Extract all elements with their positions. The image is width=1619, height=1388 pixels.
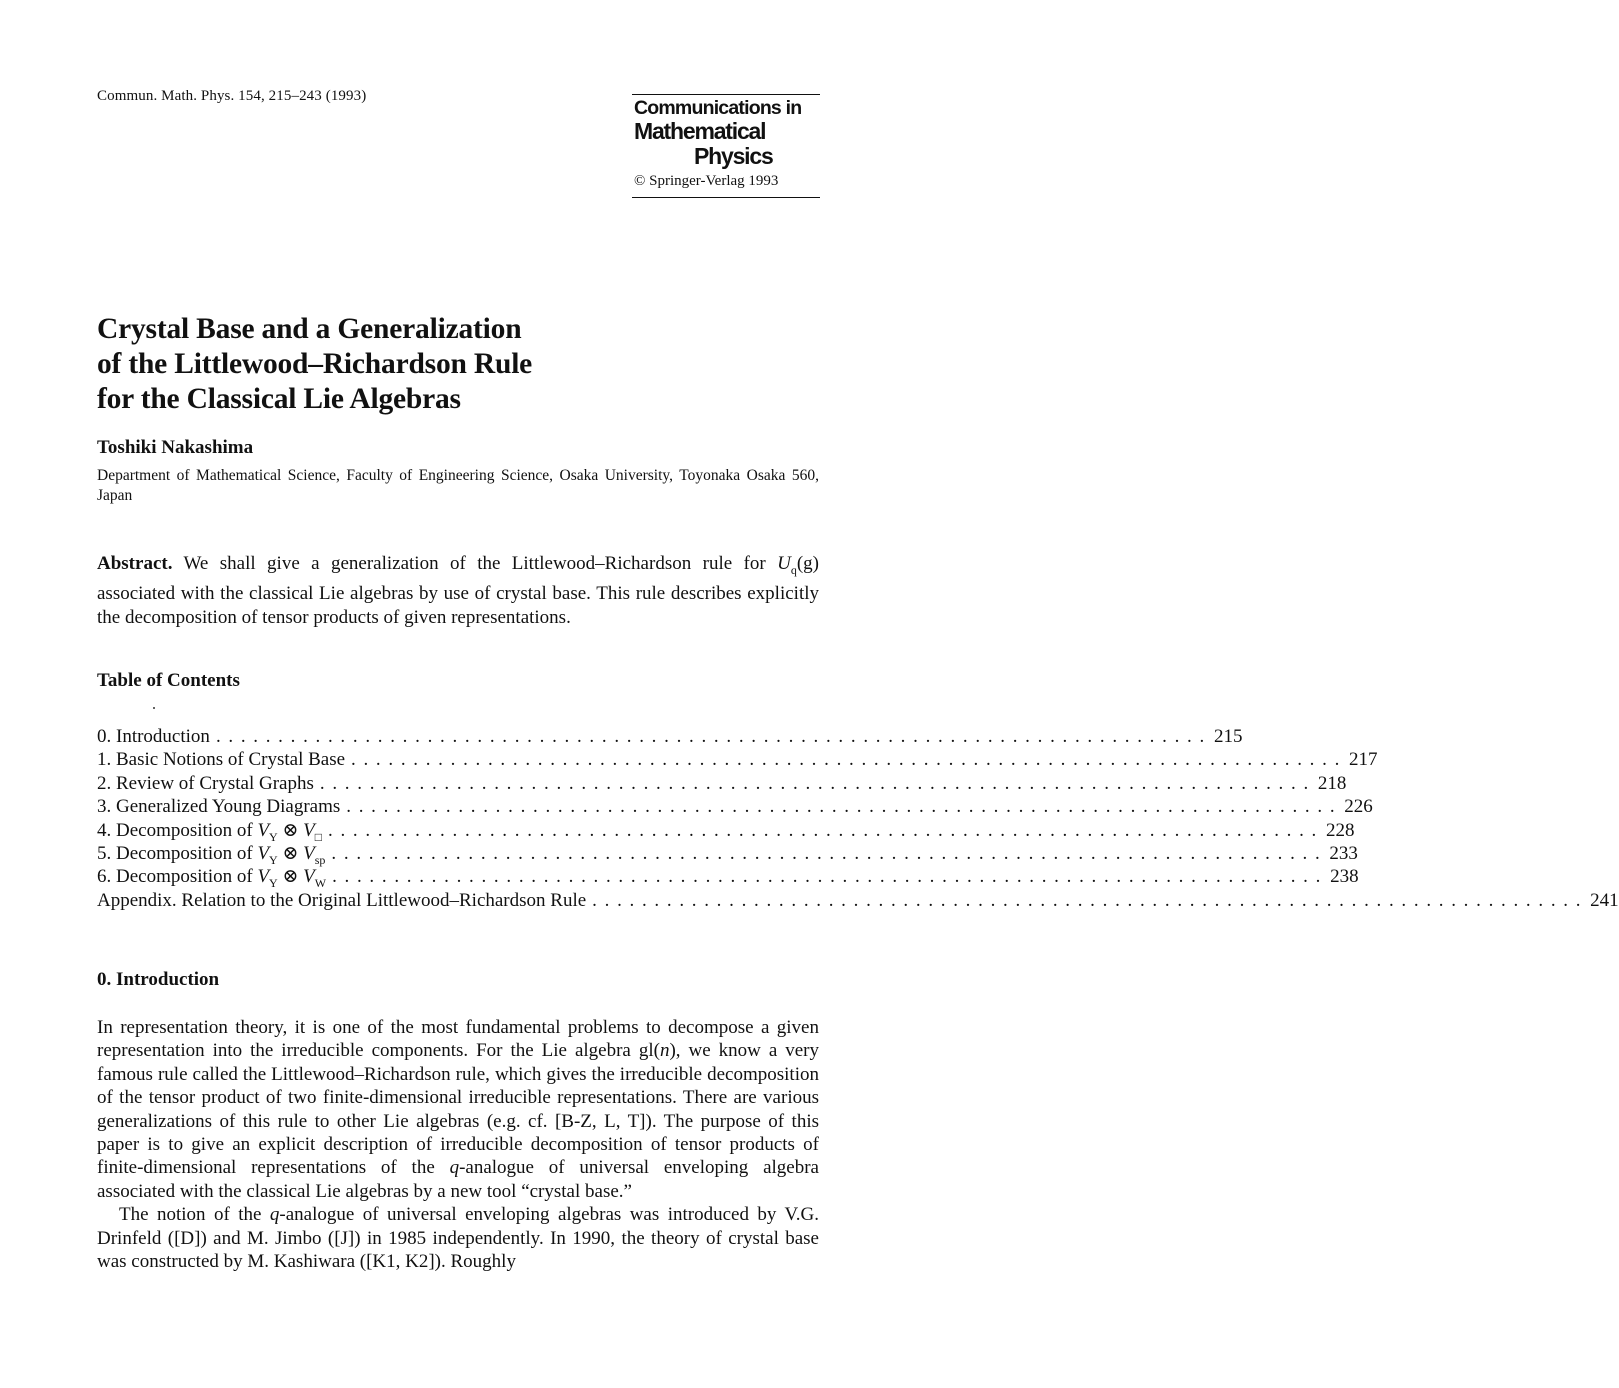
toc-entry (97, 842, 1358, 867)
toc-entry (97, 748, 1378, 771)
toc-entry-page: 228 (1326, 819, 1355, 841)
toc-entry-label: Appendix. Relation to the Original Littlewood–Richardson Rule (97, 889, 587, 911)
toc-leader-dots: ................................................................................ (215, 726, 1212, 747)
toc-entry (97, 772, 1347, 795)
toc-entry-page: 226 (1344, 796, 1373, 818)
toc-entry-page: 218 (1317, 772, 1347, 794)
toc-entry-page: 217 (1349, 749, 1378, 771)
toc-entry-page: 241 (1590, 889, 1619, 911)
toc-entry-label: 1. Basic Notions of Crystal Base (97, 749, 346, 771)
paper-title (97, 312, 532, 417)
toc-entry (97, 889, 1619, 912)
toc-entry-page: 233 (1329, 842, 1358, 864)
toc-entry (97, 725, 1243, 748)
paper-title-line3: for the Classical Lie Algebras (97, 383, 461, 415)
abstract-text: We shall give a generalization of the Littlewood–Richardson rule for $U_q(g)$ associated with the classical Lie algebras by use of crystal base. This rule describes explicitly the decomposition of tensor products of given representations. (97, 553, 819, 628)
journal-logo (632, 94, 820, 198)
journal-citation: Commun. Math. Phys. 154, 215–243 (1993) (97, 88, 367, 104)
toc-leader-dots: ................................................................................ (331, 842, 1328, 864)
toc-entry-page: 238 (1330, 866, 1359, 888)
toc-leader-dots: ................................................................................ (319, 772, 1316, 794)
journal-logo-line2: Mathematical (634, 118, 766, 144)
toc-entry-label: 0. Introduction (97, 726, 210, 747)
toc-entry (97, 795, 1373, 818)
paper-title-line2: of the Littlewood–Richardson Rule (97, 348, 533, 380)
author-affiliation: Department of Mathematical Science, Faculty of Engineering Science, Osaka University, Toyonaka Osaka 560, Japan (97, 467, 819, 504)
toc-entry (97, 865, 1359, 891)
section-heading: 0. Introduction (97, 969, 220, 990)
abstract (97, 552, 819, 629)
toc-entry-label: 5. Decomposition of $V_Y$ ⊗ $V_{sp}$ (97, 842, 326, 867)
journal-logo-line1: Communications in (634, 97, 802, 119)
toc-leader-dots: ................................................................................ (328, 819, 1324, 841)
toc-leader-dots: ................................................................................ (351, 749, 1348, 771)
toc-leader-dots: ................................................................................ (332, 866, 1329, 888)
stray-dot (153, 707, 155, 709)
paper-title-line1: Crystal Base and a Generalization (97, 313, 522, 345)
author-name: Toshiki Nakashima (97, 437, 254, 458)
toc-leader-dots: ................................................................................ (346, 796, 1343, 818)
section-body (97, 1016, 819, 1273)
publisher-copyright: © Springer-Verlag 1993 (634, 173, 779, 189)
toc-entry (97, 819, 1355, 844)
body-paragraph: The notion of the q-analogue of universal enveloping algebras was introduced by V.G. Drinfeld ([D]) and M. Jimbo ([J]) in 1985 independently. In 1990, the theory of crystal base was constructed by M. Kashiwara ([K1, K2]). Roughly (97, 1204, 819, 1273)
toc-entry-label: 4. Decomposition of $V_Y$ ⊗ $V_□$ (97, 819, 322, 844)
abstract-label: Abstract. (97, 553, 173, 574)
toc-entry-label: 6. Decomposition of $V_Y$ ⊗ $V_W$ (97, 866, 327, 891)
body-paragraph: In representation theory, it is one of the most fundamental problems to decompose a given representation into the irreducible components. For the Lie algebra gl(n), we know a very famous rule called the Littlewood–Richardson rule, which gives the irreducible decomposition of the tensor product of two finite-dimensional irreducible representations. There are various generalizations of this rule to other Lie algebras (e.g. cf. [B-Z, L, T]). The purpose of this paper is to give an explicit description of irreducible decomposition of tensor products of finite-dimensional representations of the q-analogue of universal enveloping algebra associated with the classical Lie algebras by a new tool “crystal base.” (97, 1017, 819, 1202)
toc-entry-page: 215 (1213, 726, 1243, 747)
toc-entry-label: 3. Generalized Young Diagrams (97, 796, 341, 818)
journal-logo-line3: Physics (694, 143, 773, 169)
toc-leader-dots: ................................................................................ (592, 889, 1589, 911)
toc-entry-label: 2. Review of Crystal Graphs (97, 772, 314, 794)
toc-heading: Table of Contents (97, 670, 240, 691)
table-of-contents (97, 725, 1619, 912)
